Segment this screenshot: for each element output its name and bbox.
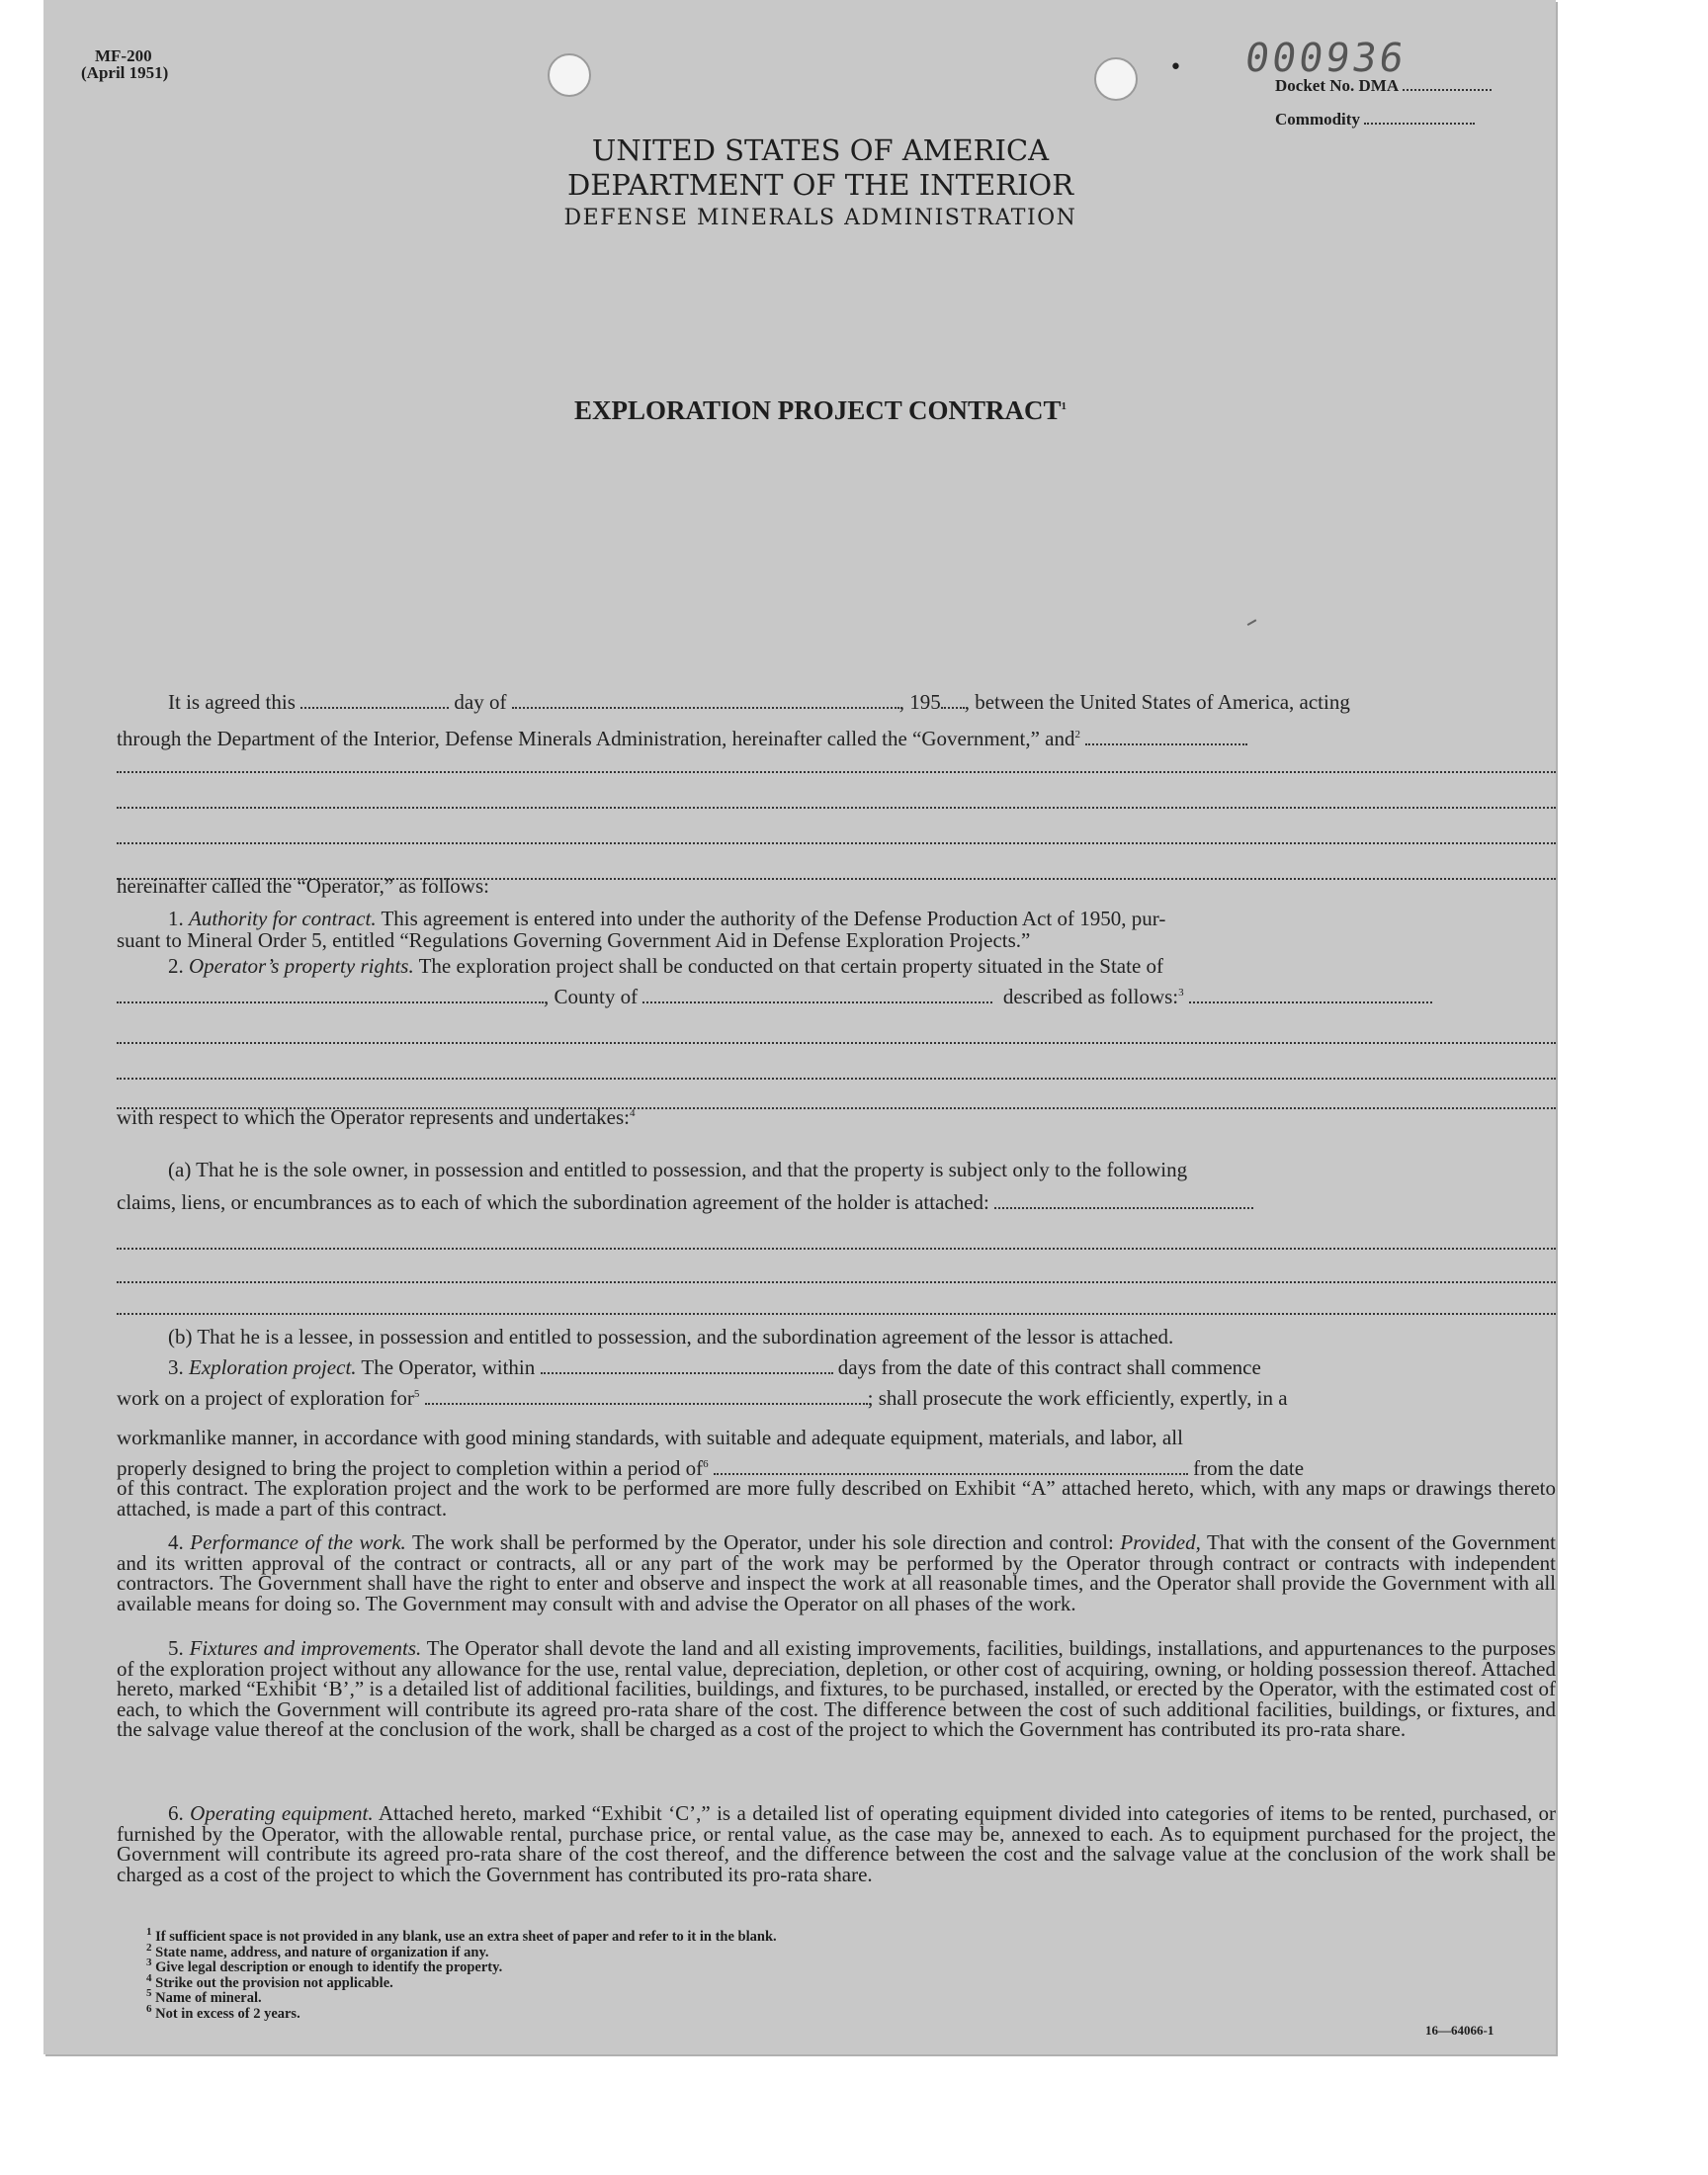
clause-6-text: Attached hereto, marked “Exhibit ‘C’,” is a detailed list of operating equipment divided into categories of items to be rented, purchased, or furnished by the Operator, with the allowable rental, purchase price, or rental value, as the case may be, annexed to each. As to equipment purchased for the project, the Government will contribute its agreed pro-rata share of the cost thereof, and the difference between the cost and the salvage value at the conclusion of the work shall be charged as a cost of the project to which the Government has contributed its pro-rata share. <box>117 1801 1557 1886</box>
form-identifier <box>81 47 168 81</box>
footnote-4-text: Strike out the provision not applicable. <box>155 1974 393 1991</box>
intro-footnote-mark: 2 <box>1074 729 1080 740</box>
clause-4-heading: Performance of the work. <box>190 1530 406 1554</box>
clause-2a-text-1: (a) That he is the sole owner, in possession and entitled to possession, and that the property is subject only to the following <box>168 1158 1188 1181</box>
document-title <box>465 395 1176 426</box>
header-administration: DEFENSE MINERALS ADMINISTRATION <box>563 206 1077 230</box>
commodity-line <box>1275 103 1492 136</box>
footnote-2 <box>146 1941 777 1961</box>
commodity-label: Commodity <box>1275 110 1360 129</box>
intro-day-of-text: day of <box>454 690 507 714</box>
clause-4-provided: Provided, <box>1120 1530 1201 1554</box>
property-blank-line-1[interactable] <box>117 1042 1556 1044</box>
clause-1-text-2: suant to Mineral Order 5, entitled “Regulations Governing Government Aid in Defense Exploration Projects.” <box>117 928 1031 952</box>
footnote-1-text: If sufficient space is not provided in any blank, use an extra sheet of paper and refer to it in the blank. <box>155 1929 777 1945</box>
clause-2a-line-2 <box>117 1190 1253 1215</box>
clause-2-text-1: The exploration project shall be conducted on that certain property situated in the State of <box>418 954 1164 978</box>
clause-4-text-a: The work shall be performed by the Operator, under his sole direction and control: <box>411 1530 1114 1554</box>
clause-5-paragraph <box>117 1638 1556 1740</box>
document-title-text: EXPLORATION PROJECT CONTRACT <box>573 395 1062 425</box>
intro-line-2 <box>117 727 1247 751</box>
county-label: , County of <box>544 985 639 1008</box>
footnote-5-mark: 5 <box>146 1987 152 2000</box>
clause-1-number: 1. <box>168 907 184 930</box>
clause-4-text-b: That with the consent of the Government and its written approval of the contract or contracts, all or any part of the work may be performed by the Operator through contract or contracts with independent contractors. The Government shall have the right to enter and observe and inspect the work at all reasonable times, and the Operator shall provide the Government with all available means for doing so. The Government may consult with and advise the Operator on all phases of the work. <box>117 1530 1557 1615</box>
title-footnote-mark: 1 <box>1061 400 1068 412</box>
encumbrances-blank-line-3[interactable] <box>117 1313 1556 1315</box>
footnote-1-mark: 1 <box>146 1926 152 1939</box>
day-field[interactable] <box>300 691 449 709</box>
docket-label: Docket No. DMA <box>1275 76 1400 95</box>
property-blank-line-2[interactable] <box>117 1078 1556 1080</box>
clause-3-heading: Exploration project. <box>189 1355 357 1379</box>
punch-hole-left <box>548 53 591 97</box>
clause-5-number: 5. <box>168 1636 184 1660</box>
state-field[interactable] <box>117 986 544 1003</box>
mineral-footnote-mark: 5 <box>413 1388 420 1400</box>
form-number: MF-200 <box>95 46 152 65</box>
completion-period-field[interactable] <box>714 1457 1188 1475</box>
intro-line-1 <box>168 690 1350 715</box>
county-field[interactable] <box>642 986 992 1003</box>
docket-line <box>1275 69 1492 103</box>
footnote-6 <box>146 2002 777 2023</box>
footnote-5-text: Name of mineral. <box>155 1990 262 2006</box>
ink-dot: • <box>1169 55 1182 80</box>
clause-1-text-1: This agreement is entered into under the authority of the Defense Production Act of 1950, pur- <box>381 907 1166 930</box>
footnote-2-text: State name, address, and nature of organization if any. <box>155 1944 489 1960</box>
clause-3-number: 3. <box>168 1355 184 1379</box>
clause-2-line-1 <box>168 954 1163 979</box>
clause-2-number: 2. <box>168 954 184 978</box>
clause-3-exploration-for-text: work on a project of exploration for <box>117 1386 414 1410</box>
undertakes-line <box>117 1105 635 1130</box>
commencement-days-field[interactable] <box>541 1356 833 1374</box>
footnote-3 <box>146 1957 777 1976</box>
clause-5-text: The Operator shall devote the land and all existing improvements, facilities, buildings, installations, and appurtenances to the purposes of the exploration project without any allowance for the use, rental value, depreciation, depletion, or other cost of acquiring, owning, or holding possession thereof. Attached hereto, marked “Exhibit ‘B’,” is a detailed list of additional facilities, buildings, and fixtures, to be purchased, installed, or erected by the Operator, with the estimated cost of each, to which the Government will contribute its agreed pro-rata share of the cost. The difference between the cost of such additional facilities, buildings, or fixtures, and the salvage value thereof at the conclusion of the work, shall be charged as a cost of the project to which the Government has contributed its pro-rata share. <box>117 1636 1556 1741</box>
intro-agreed-text: It is agreed this <box>168 690 296 714</box>
footnote-4 <box>146 1971 777 1992</box>
header-department: DEPARTMENT OF THE INTERIOR <box>566 168 1074 202</box>
clause-5-heading: Fixtures and improvements. <box>189 1636 422 1660</box>
clause-3-from-date-text: from the date <box>1193 1456 1305 1480</box>
intro-between-text: , between the United States of America, acting <box>964 690 1350 714</box>
clause-4-number: 4. <box>168 1530 184 1554</box>
undertakes-footnote-mark: 4 <box>629 1107 636 1119</box>
docket-block <box>1275 69 1492 136</box>
footnotes <box>146 1926 777 2022</box>
footnote-2-mark: 2 <box>146 1941 152 1954</box>
encumbrances-field[interactable] <box>994 1191 1253 1209</box>
footnote-6-text: Not in excess of 2 years. <box>155 2005 300 2022</box>
clause-1-heading: Authority for contract. <box>189 907 377 930</box>
operator-name-field[interactable] <box>1085 728 1247 745</box>
clause-6-heading: Operating equipment. <box>190 1801 374 1825</box>
intro-operator-text: hereinafter called the “Operator,” as follows: <box>117 874 489 898</box>
footnote-4-mark: 4 <box>146 1971 152 1984</box>
header-usa: UNITED STATES OF AMERICA <box>591 133 1050 167</box>
encumbrances-blank-line-1[interactable] <box>117 1248 1556 1250</box>
clause-6-number: 6. <box>168 1801 184 1825</box>
punch-hole-right <box>1094 57 1138 101</box>
clause-4-paragraph <box>117 1532 1556 1613</box>
clause-3-period-text: properly designed to bring the project to completion within a period of <box>117 1456 704 1480</box>
operator-blank-line-2[interactable] <box>117 807 1556 809</box>
commodity-field[interactable] <box>1364 123 1475 125</box>
intro-year-prefix: , 195 <box>898 690 941 714</box>
clause-3-line-1 <box>168 1355 1261 1380</box>
year-field[interactable] <box>941 691 965 709</box>
footnote-3-mark: 3 <box>146 1957 152 1969</box>
intro-government-text: through the Department of the Interior, Defense Minerals Administration, hereinafter called the “Government,” and <box>117 727 1075 750</box>
form-sheet <box>43 0 1556 2054</box>
encumbrances-blank-line-2[interactable] <box>117 1281 1556 1283</box>
undertakes-text: with respect to which the Operator represents and undertakes: <box>117 1105 630 1129</box>
clause-3-text-3: workmanlike manner, in accordance with good mining standards, with suitable and adequate equipment, materials, and labor, all <box>117 1426 1183 1449</box>
clause-3-text-5: of this contract. The exploration project and the work to be performed are more fully described on Exhibit “A” attached hereto, which, with any maps or drawings thereto attached, is made a part of this contract. <box>117 1476 1556 1521</box>
docket-field[interactable] <box>1403 89 1492 91</box>
period-footnote-mark: 6 <box>703 1458 709 1470</box>
month-field[interactable] <box>512 691 899 709</box>
footnote-6-mark: 6 <box>146 2002 152 2015</box>
operator-blank-line-3[interactable] <box>117 842 1556 844</box>
clause-3-within-text: The Operator, within <box>361 1355 536 1379</box>
footnote-5 <box>146 1987 777 2007</box>
footnote-3-text: Give legal description or enough to identify the property. <box>155 1959 503 1975</box>
described-footnote-mark: 3 <box>1178 987 1184 999</box>
clause-6-paragraph <box>117 1803 1556 1884</box>
clause-2-line-2 <box>117 985 1432 1009</box>
clause-2b-text: (b) That he is a lessee, in possession and entitled to possession, and the subordination agreement of the lessor is attached. <box>168 1325 1174 1348</box>
serial-stamp: 000936 <box>1241 36 1409 81</box>
clause-2-heading: Operator’s property rights. <box>189 954 414 978</box>
clause-3-line-2 <box>117 1386 1288 1411</box>
footnote-1 <box>146 1926 777 1946</box>
property-description-field[interactable] <box>1189 986 1432 1003</box>
print-code: 16—64066-1 <box>1425 2023 1494 2038</box>
mineral-field[interactable] <box>425 1387 868 1405</box>
described-label: described as follows: <box>1002 985 1179 1008</box>
operator-blank-line-1[interactable] <box>117 771 1556 773</box>
form-date: (April 1951) <box>81 63 169 82</box>
clause-2a-text-2: claims, liens, or encumbrances as to each of which the subordination agreement of the holder is attached: <box>117 1190 989 1214</box>
clause-3-prosecute-text: ; shall prosecute the work efficiently, expertly, in a <box>867 1386 1288 1410</box>
clause-3-commence-text: days from the date of this contract shall commence <box>837 1355 1261 1379</box>
